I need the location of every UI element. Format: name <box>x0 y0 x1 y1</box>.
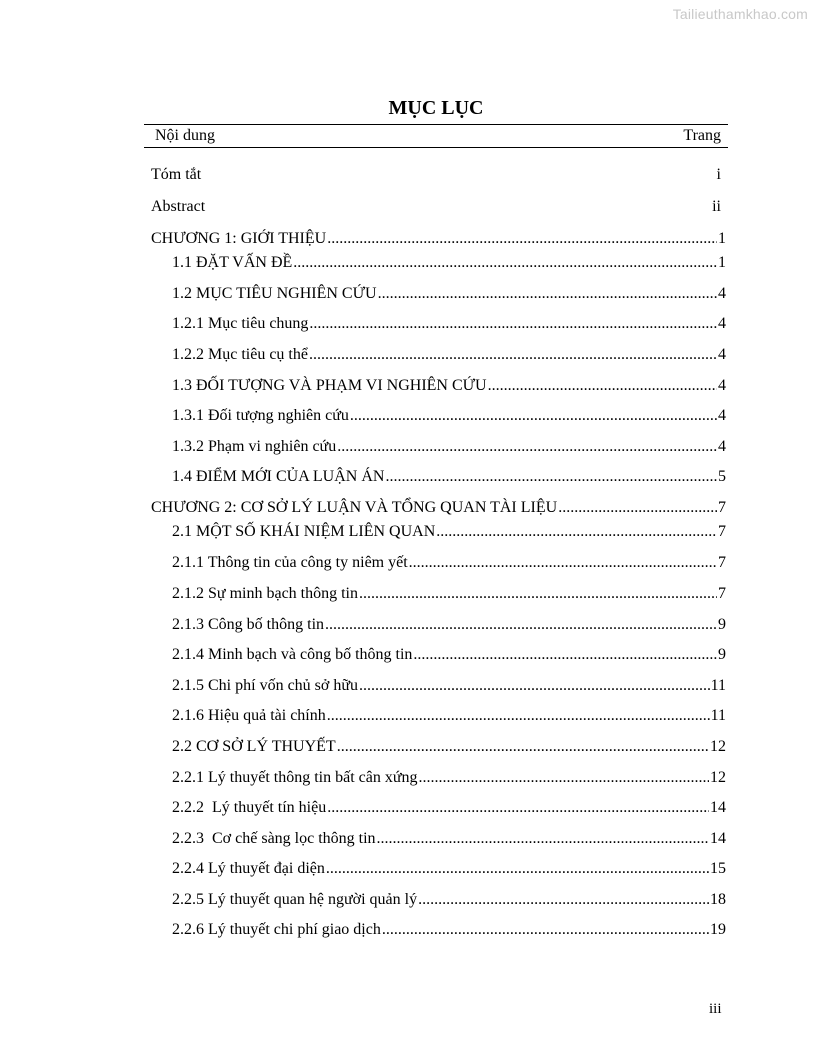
toc-entry-label: 2.2.4 Lý thuyết đại diện <box>172 860 325 877</box>
toc-entry-label: 2.2.5 Lý thuyết quan hệ người quản lý <box>172 891 418 908</box>
toc-entry[interactable] <box>172 252 726 274</box>
toc-entry-label: 2.2.1 Lý thuyết thông tin bất cân xứng <box>172 769 418 786</box>
toc-entry-label: 2.1.4 Minh bạch và công bố thông tin <box>172 646 413 663</box>
page-number: iii <box>709 1001 722 1017</box>
toc-entry-label: 2.2.2 Lý thuyết tín hiệu <box>172 799 327 816</box>
toc-entry-page: 11 <box>710 707 726 724</box>
toc-leader-dots <box>327 797 709 819</box>
toc-leader-dots <box>327 705 710 727</box>
toc-leader-dots <box>418 889 709 911</box>
toc-entry-label: 2.2.6 Lý thuyết chi phí giao dịch <box>172 921 381 938</box>
toc-entry[interactable] <box>172 858 726 880</box>
toc-entry-label: CHƯƠNG 2: CƠ SỞ LÝ LUẬN VÀ TỔNG QUAN TÀI LIỆU <box>151 499 558 516</box>
toc-entry[interactable] <box>172 405 726 427</box>
toc-entry-page: 7 <box>718 523 726 540</box>
toc-entry[interactable] <box>172 614 726 636</box>
toc-entry-page: 4 <box>718 438 726 455</box>
toc-entry-page: 7 <box>718 554 726 571</box>
toc-entry[interactable] <box>172 919 726 941</box>
toc-entry-label: 1.3 ĐỐI TƯỢNG VÀ PHẠM VI NGHIÊN CỨU <box>172 377 487 394</box>
toc-entry-label: 1.2 MỤC TIÊU NGHIÊN CỨU <box>172 285 377 302</box>
toc-leader-dots <box>377 828 709 850</box>
toc-entry-label: 2.2.3 Cơ chế sàng lọc thông tin <box>172 830 376 847</box>
toc-entry-page: 7 <box>718 585 726 602</box>
toc-entry-page: 4 <box>718 315 726 332</box>
toc-entry[interactable] <box>172 344 726 366</box>
toc-header <box>144 124 728 148</box>
toc-leader-dots <box>413 644 717 666</box>
toc-leader-dots <box>359 583 717 605</box>
toc-entry-page: 9 <box>718 646 726 663</box>
toc-entry-page: 15 <box>710 860 726 877</box>
toc-entry[interactable] <box>151 228 726 250</box>
toc-entry-page: 5 <box>718 468 726 485</box>
toc-entry[interactable] <box>172 583 726 605</box>
toc-entry-page: 4 <box>718 377 726 394</box>
toc-entry-label: 1.3.1 Đối tượng nghiên cứu <box>172 407 349 424</box>
toc-entry-page: 14 <box>710 799 726 816</box>
toc-entry-page: 12 <box>710 738 726 755</box>
toc-entry-page: 1 <box>718 230 726 247</box>
toc-leader-dots <box>558 497 717 519</box>
toc-entry-page: ii <box>712 198 721 215</box>
toc-entry-page: 4 <box>718 285 726 302</box>
toc-entry[interactable] <box>172 644 726 666</box>
toc-header-page-label: Trang <box>683 127 721 144</box>
toc-entry[interactable] <box>172 797 726 819</box>
toc-leader-dots <box>385 466 717 488</box>
toc-entry-label: 2.1.1 Thông tin của công ty niêm yết <box>172 554 408 571</box>
toc-leader-dots <box>309 313 717 335</box>
toc-entry-label: CHƯƠNG 1: GIỚI THIỆU <box>151 230 327 247</box>
toc-leader-dots <box>350 405 717 427</box>
toc-entry[interactable] <box>172 375 726 397</box>
toc-leader-dots <box>337 736 709 758</box>
toc-leader-dots <box>325 614 717 636</box>
toc-leader-dots <box>419 767 709 789</box>
toc-entry-page: 4 <box>718 407 726 424</box>
toc-entry[interactable] <box>172 466 726 488</box>
toc-entry[interactable] <box>172 828 726 850</box>
toc-entry-page: 11 <box>710 677 726 694</box>
toc-entry-page: 12 <box>710 769 726 786</box>
toc-entry-label: 1.4 ĐIỂM MỚI CỦA LUẬN ÁN <box>172 468 385 485</box>
toc-entry-label: Tóm tắt <box>151 166 202 183</box>
toc-leader-dots <box>378 283 717 305</box>
toc-entry[interactable] <box>172 313 726 335</box>
toc-entry-label: 2.2 CƠ SỞ LÝ THUYẾT <box>172 738 336 755</box>
toc-entry-label: 2.1 MỘT SỐ KHÁI NIỆM LIÊN QUAN <box>172 523 436 540</box>
toc-leader-dots <box>337 436 717 458</box>
toc-entry[interactable] <box>172 521 726 543</box>
toc-entry-page: 7 <box>718 499 726 516</box>
toc-entry-label: 2.1.6 Hiệu quả tài chính <box>172 707 326 724</box>
toc-entry-label: 1.1 ĐẶT VẤN ĐỀ <box>172 254 293 271</box>
toc-entry[interactable] <box>172 889 726 911</box>
toc-entry-page: 18 <box>710 891 726 908</box>
watermark: Tailieuthamkhao.com <box>672 6 808 22</box>
toc-entry-page: 1 <box>718 254 726 271</box>
toc-entry-page: 4 <box>718 346 726 363</box>
toc-entry-label: 1.2.2 Mục tiêu cụ thể <box>172 346 308 363</box>
toc-leader-dots <box>293 252 717 274</box>
toc-leader-dots <box>327 228 717 250</box>
toc-entry[interactable] <box>172 436 726 458</box>
toc-entry-page: 19 <box>710 921 726 938</box>
toc-entry[interactable] <box>151 497 726 519</box>
toc-leader-dots <box>382 919 709 941</box>
toc-entry-page: i <box>716 166 721 183</box>
toc-entry[interactable] <box>172 283 726 305</box>
toc-leader-dots <box>309 344 717 366</box>
toc-entry[interactable] <box>172 736 726 758</box>
toc-entry-label: 2.1.5 Chi phí vốn chủ sở hữu <box>172 677 359 694</box>
toc-entry-label: 2.1.2 Sự minh bạch thông tin <box>172 585 358 602</box>
toc-header-content-label: Nội dung <box>155 127 215 144</box>
toc-entry-page: 9 <box>718 616 726 633</box>
page-title: MỤC LỤC <box>388 97 484 119</box>
toc-entry-page: 14 <box>710 830 726 847</box>
toc-entry[interactable] <box>172 705 726 727</box>
toc-leader-dots <box>359 675 710 697</box>
toc-entry[interactable] <box>172 675 726 697</box>
toc-entry[interactable] <box>151 196 721 218</box>
toc-leader-dots <box>326 858 709 880</box>
toc-entry[interactable] <box>151 164 721 186</box>
toc-entry[interactable] <box>172 767 726 789</box>
toc-leader-dots <box>409 552 717 574</box>
toc-entry-label: Abstract <box>151 198 206 215</box>
toc-leader-dots <box>436 521 717 543</box>
toc-entry-label: 2.1.3 Công bố thông tin <box>172 616 325 633</box>
toc-entry-label: 1.3.2 Phạm vi nghiên cứu <box>172 438 337 455</box>
toc-entry[interactable] <box>172 552 726 574</box>
toc-leader-dots <box>488 375 717 397</box>
toc-entry-label: 1.2.1 Mục tiêu chung <box>172 315 309 332</box>
